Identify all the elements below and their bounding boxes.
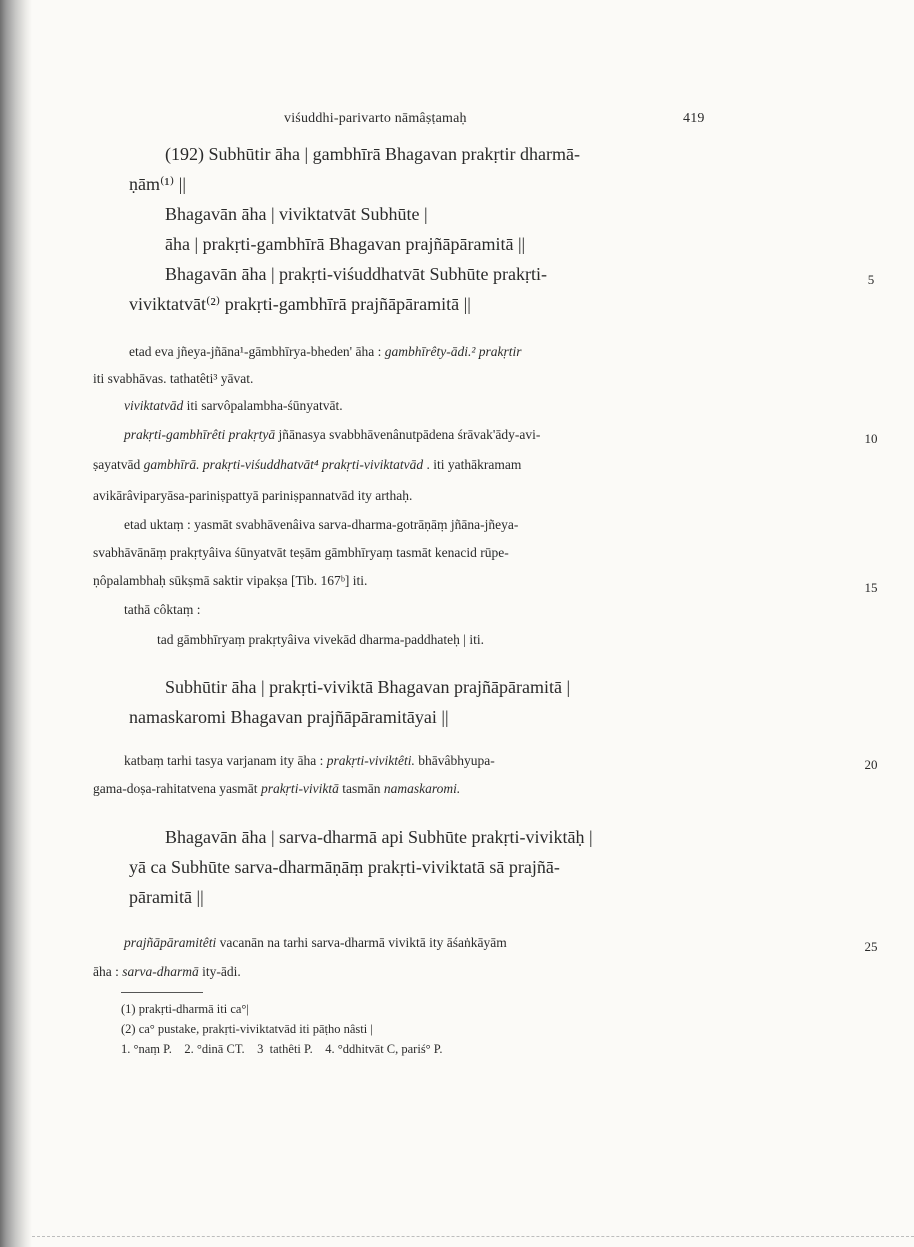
commentary-line: gama-doṣa-rahitatvena yasmāt prakṛti-viviktā tasmān namaskaromi.: [93, 781, 461, 796]
footnote: 1. °naṃ P. 2. °dinā CT. 3 tathêti P. 4. °ddhitvāt C, pariś° P.: [121, 1042, 443, 1056]
line-number: 10: [864, 431, 878, 446]
verse-line: namaskaromi Bhagavan prajñāpāramitāyai ||: [129, 707, 449, 727]
commentary-line: tad gāmbhīryaṃ prakṛtyâiva vivekād dharma-paddhateḥ | iti.: [157, 632, 484, 647]
commentary-line: prajñāpāramitêti vacanān na tarhi sarva-dharmā viviktā ity āśaṅkāyām: [124, 935, 507, 950]
verse-line: (192) Subhūtir āha | gambhīrā Bhagavan prakṛtir dharmā-: [165, 144, 580, 164]
line-number: 5: [867, 272, 875, 287]
commentary-line: svabhāvānāṃ prakṛtyâiva śūnyatvāt teṣām gāmbhīryaṃ tasmāt kenacid rūpe-: [93, 545, 509, 560]
footnote-rule: [121, 992, 203, 993]
line-number: 25: [864, 939, 878, 954]
line-number: 20: [864, 757, 878, 772]
commentary-line: iti svabhāvas. tathatêti³ yāvat.: [93, 371, 254, 386]
verse-line: Subhūtir āha | prakṛti-viviktā Bhagavan prajñāpāramitā |: [165, 677, 571, 697]
running-title: viśuddhi-parivarto nāmâṣṭamaḥ: [284, 111, 467, 126]
verse-line: pāramitā ||: [129, 887, 204, 907]
footnote: (2) ca° pustake, prakṛti-viviktatvād iti pāṭho nâsti |: [121, 1022, 373, 1036]
page-bottom-edge: [32, 1236, 914, 1238]
book-binding-shadow: [0, 0, 32, 1247]
commentary-line: tathā côktaṃ :: [124, 602, 201, 617]
commentary-line: avikārâviparyāsa-pariniṣpattyā pariniṣpannatvād ity arthaḥ.: [93, 488, 413, 503]
commentary-line: ṇôpalambhaḥ sūkṣmā saktir vipakṣa [Tib. 167ᵇ] iti.: [93, 573, 368, 588]
commentary-line: etad uktaṃ : yasmāt svabhāvenâiva sarva-dharma-gotrāṇāṃ jñāna-jñeya-: [124, 517, 519, 532]
commentary-line: āha : sarva-dharmā ity-ādi.: [93, 964, 241, 979]
verse-line: Bhagavān āha | prakṛti-viśuddhatvāt Subhūte prakṛti-: [165, 264, 547, 284]
verse-line: ṇām⁽¹⁾ ||: [129, 174, 186, 194]
verse-line: Bhagavān āha | sarva-dharmā api Subhūte prakṛti-viviktāḥ |: [165, 827, 593, 847]
footnote: (1) prakṛti-dharmā iti ca°|: [121, 1002, 249, 1016]
line-number: 15: [864, 580, 878, 595]
commentary-line: etad eva jñeya-jñāna¹-gāmbhīrya-bheden' āha : gambhīrêty-ādi.² prakṛtir: [129, 344, 522, 359]
commentary-line: ṣayatvād gambhīrā. prakṛti-viśuddhatvāt⁴ prakṛti-viviktatvād . iti yathākramam: [93, 457, 522, 472]
verse-line: āha | prakṛti-gambhīrā Bhagavan prajñāpāramitā ||: [165, 234, 526, 254]
verse-line: yā ca Subhūte sarva-dharmāṇāṃ prakṛti-viviktatā sā prajñā-: [129, 857, 560, 877]
verse-line: Bhagavān āha | viviktatvāt Subhūte |: [165, 204, 428, 224]
verse-line: viviktatvāt⁽²⁾ prakṛti-gambhīrā prajñāpāramitā ||: [129, 294, 471, 314]
commentary-line: prakṛti-gambhīrêti prakṛtyā jñānasya svabbhāvenânutpādena śrāvak'ādy-avi-: [124, 427, 541, 442]
commentary-line: viviktatvād iti sarvôpalambha-śūnyatvāt.: [124, 398, 343, 413]
page-number: 419: [683, 111, 705, 126]
commentary-line: katbaṃ tarhi tasya varjanam ity āha : prakṛti-viviktêti. bhāvâbhyupa-: [124, 753, 495, 768]
